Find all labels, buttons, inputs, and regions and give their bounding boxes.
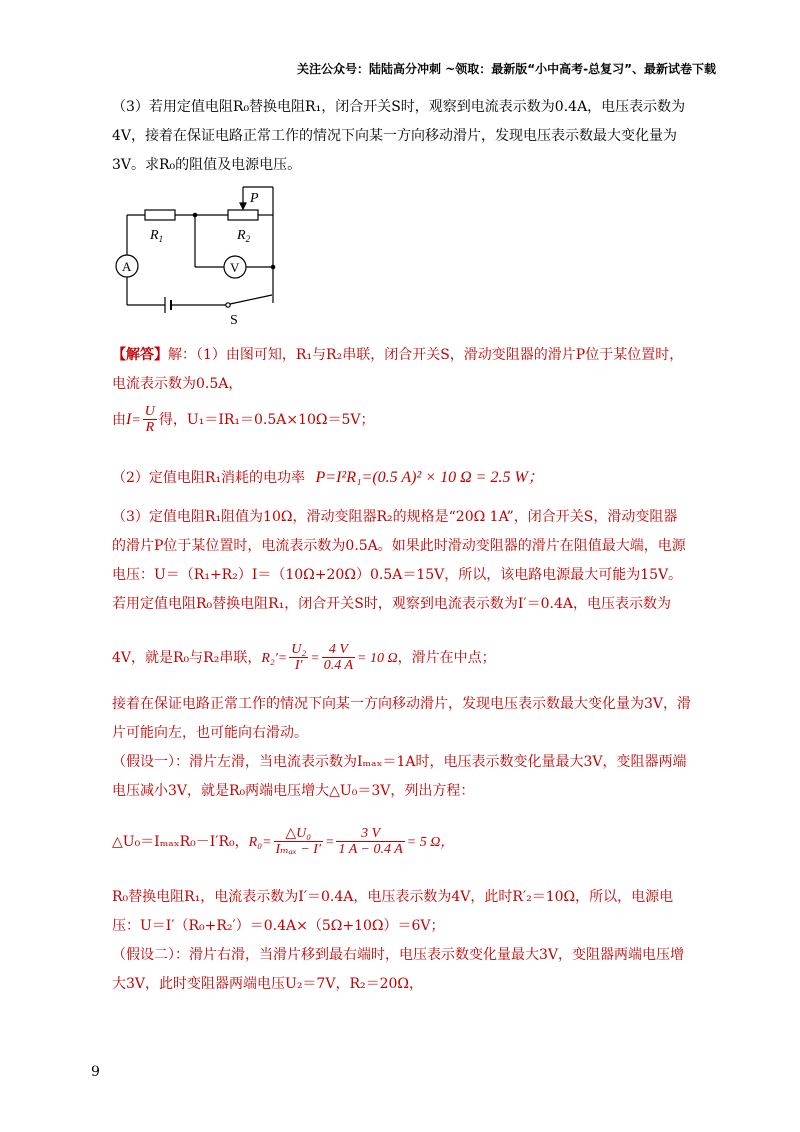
r0-equation: △U₀＝IₘₐₓR₀－I′R₀，R₀= $\frac{\text{△U₀}}{\text{Iₘₐₓ − I′}}$ = $\frac{3 V}{1 A - 0.4 A}$ = 5 Ω， <box>112 826 455 858</box>
switch-lever <box>230 295 272 304</box>
r2-prime-equation: 4V，就是R₀与R₂串联，R₂′= $\frac{\text{U₂}}{I'}$ = $\frac{4 V}{0.4 A}$ = 10 Ω，滑片在中点； <box>112 642 496 674</box>
answer-line: 电压：U＝（R₁+R₂）I＝（10Ω+20Ω）0.5A＝15V，所以，该电路电源最大可能为15V。 <box>112 567 683 583</box>
page-header: 关注公众号：陆陆高分冲刺 ~领取：最新版“小中高考-总复习”、最新试卷下载 <box>297 62 716 76</box>
answer-part5 <box>112 690 712 806</box>
circuit-diagram <box>100 185 300 325</box>
label-s: S <box>230 313 238 325</box>
question-line: （3）若用定值电阻R₀替换电阻R₁，闭合开关S时，观察到电流表示数为0.4A，电压表示数为 <box>112 99 686 115</box>
answer-line: 片可能向左，也可能向右滑动。 <box>112 725 308 741</box>
label-p: P <box>250 191 259 206</box>
ohms-law-equation: 由I= $\frac{U}{R}$ 得，U₁＝IR₁＝0.5A×10Ω＝5V； <box>112 404 375 436</box>
answer-line: （3）定值电阻R₁阻值为10Ω，滑动变阻器R₂的规格是“20Ω 1A”，闭合开关S，滑动变阻器 <box>112 509 678 525</box>
answer-part7 <box>112 883 712 999</box>
resistor-r2 <box>228 210 258 220</box>
question-text <box>112 93 712 180</box>
answer-line: R₀替换电阻R₁，电流表示数为I′＝0.4A，电压表示数为4V，此时R′₂＝10Ω，所以，电源电 <box>112 889 674 905</box>
answer-line: 电压减小3V，就是R₀两端电压增大△U₀＝3V，列出方程： <box>112 783 475 799</box>
answer-line: 接着在保证电路正常工作的情况下向某一方向移动滑片，发现电压表示数最大变化量为3V，滑 <box>112 696 692 712</box>
answer-line: 若用定值电阻R₀替换电阻R₁，闭合开关S时，观察到电流表示数为I′＝0.4A，电压表示数为 <box>112 596 671 612</box>
page-number: 9 <box>91 1064 100 1080</box>
answer-line: （假设二）：滑片右滑，当滑片移到最右端时，电压表示数变化量最大3V，变阻器两端电压增 <box>112 947 685 963</box>
answer-line: 压：U＝I′（R₀+R₂′）＝0.4A×（5Ω+10Ω）＝6V； <box>112 918 445 934</box>
resistor-r1 <box>145 210 175 220</box>
label-r1: $R_1$ <box>150 228 164 244</box>
answer-part1 <box>112 341 712 399</box>
answer-line: 大3V，此时变阻器两端电压U₂＝7V，R₂＝20Ω， <box>112 976 424 992</box>
question-line: 3V。求R₀的阻值及电源电压。 <box>112 157 302 173</box>
label-a: A <box>122 259 132 274</box>
answer-line: （假设一）：滑片左滑，当电流表示数为Iₘₐₓ＝1A时，电压表示数变化量最大3V，变阻器两端 <box>112 754 687 770</box>
question-line: 4V，接着在保证电路正常工作的情况下向某一方向移动滑片，发现电压表示数最大变化量为 <box>112 128 678 144</box>
label-v: V <box>230 260 240 275</box>
answer-line: 解：（1）由图可知，R₁与R₂串联，闭合开关S，滑动变阻器的滑片P位于某位置时， <box>168 347 684 363</box>
power-equation: （2）定值电阻R₁消耗的电功率 P=I²R₁=(0.5 A)² × 10 Ω = 2.5 W； <box>112 469 544 486</box>
junction-dot <box>271 265 276 270</box>
answer-line: 电流表示数为0.5A， <box>112 376 243 392</box>
switch-pivot <box>226 303 230 307</box>
answer-tag: 【解答】 <box>112 347 168 363</box>
answer-part3 <box>112 503 712 619</box>
junction-dot <box>193 213 198 218</box>
answer-line: 的滑片P位于某位置时，电流表示数为0.5A。如果此时滑动变阻器的滑片在阻值最大端，电源 <box>112 538 686 554</box>
label-r2: $R_2$ <box>237 228 251 244</box>
